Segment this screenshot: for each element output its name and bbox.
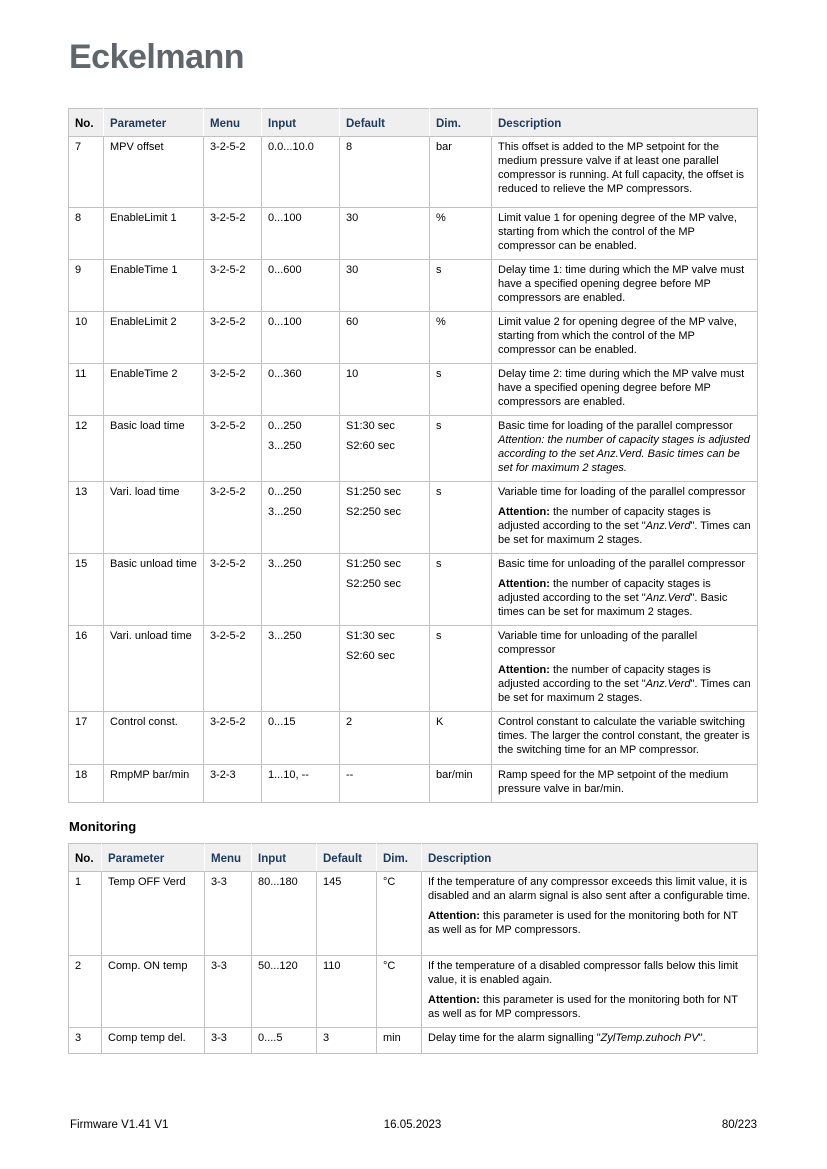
cell-input <box>262 312 340 364</box>
cell-description <box>492 137 758 208</box>
cell-input <box>262 208 340 260</box>
cell-menu: 3-3 <box>205 956 252 1028</box>
paragraph: 1...10, -- <box>268 768 309 781</box>
text-run: Attention: the number of capacity stages is adjusted according to the set Anz.Verd. Basic times can be set for maximum 2 stages. <box>498 433 750 474</box>
col-header-input: Input <box>252 844 317 872</box>
paragraph <box>428 910 751 938</box>
paragraph <box>498 558 751 572</box>
cell-description <box>492 764 758 802</box>
table-row <box>69 208 758 260</box>
cell-menu: 3-2-5-2 <box>204 208 262 260</box>
table-row <box>69 137 758 208</box>
text-run: this parameter is used for the monitoring both for NT as well as for MP compressors. <box>428 909 738 936</box>
cell-input <box>262 137 340 208</box>
text-run: Delay time 2: time during which the MP valve must have a specified opening degree before MP compressors are enabled. <box>498 368 745 408</box>
paragraph: 0...360 <box>268 368 302 380</box>
col-header-no: No. <box>69 109 104 137</box>
cell-parameter: Vari. unload time <box>104 625 204 711</box>
text-run: If the temperature of a disabled compressor falls below this limit value, it is enabled again. <box>428 960 738 986</box>
cell-input <box>252 872 317 956</box>
paragraph <box>498 420 751 434</box>
cell-no: 15 <box>69 553 104 625</box>
paragraph <box>498 716 751 758</box>
cell-default <box>340 416 430 482</box>
text-run: This offset is added to the MP setpoint for the medium pressure valve if at least one parallel compressor is running. At full capacity, the offset is reduced to relieve the MP compressors. <box>498 141 744 195</box>
footer-firmware-version: Firmware V1.41 V1 <box>70 1119 169 1131</box>
cell-default <box>340 711 430 764</box>
paragraph <box>498 506 751 548</box>
paragraph <box>498 141 751 197</box>
col-header-dim: Dim. <box>430 109 492 137</box>
text-run: Control constant to calculate the variable switching times. The larger the control constant, the greater is the switching time for an MP compressor. <box>498 715 750 756</box>
cell-parameter: Vari. load time <box>104 482 204 554</box>
paragraph: 3...250 <box>268 557 302 570</box>
paragraph: 0...100 <box>268 316 302 328</box>
cell-description <box>422 956 758 1028</box>
paragraph <box>498 264 751 306</box>
cell-parameter: RmpMP bar/min <box>104 764 204 802</box>
table-row <box>69 956 758 1028</box>
col-header-description: Description <box>492 109 758 137</box>
col-header-parameter: Parameter <box>102 844 205 872</box>
cell-menu: 3-2-5-2 <box>204 711 262 764</box>
table-row <box>69 872 758 956</box>
monitoring-heading: Monitoring <box>69 819 137 834</box>
paragraph: S1:250 sec <box>346 557 402 570</box>
cell-default <box>340 625 430 711</box>
cell-input <box>262 625 340 711</box>
cell-default <box>340 312 430 364</box>
paragraph <box>498 578 751 620</box>
cell-description <box>422 872 758 956</box>
cell-menu: 3-2-3 <box>204 764 262 802</box>
cell-menu: 3-2-5-2 <box>204 416 262 482</box>
cell-parameter: Comp. ON temp <box>102 956 205 1028</box>
footer-date: 16.05.2023 <box>383 1119 442 1131</box>
paragraph: 50...120 <box>258 960 298 972</box>
cell-no: 9 <box>69 260 104 312</box>
paragraph <box>498 769 751 797</box>
paragraph: 0.0...10.0 <box>268 141 314 153</box>
cell-input <box>262 764 340 802</box>
cell-default <box>340 208 430 260</box>
table-row <box>69 482 758 554</box>
cell-parameter: Basic unload time <box>104 553 204 625</box>
cell-input <box>262 553 340 625</box>
cell-dim: bar/min <box>430 764 492 802</box>
cell-dim: s <box>430 416 492 482</box>
cell-dim: s <box>430 553 492 625</box>
paragraph: S1:30 sec <box>346 420 395 432</box>
table-row <box>69 711 758 764</box>
cell-description <box>492 312 758 364</box>
text-run: Variable time for unloading of the parallel compressor <box>498 629 698 656</box>
paragraph: 8 <box>346 141 353 153</box>
cell-parameter: Basic load time <box>104 416 204 482</box>
cell-default <box>317 1027 377 1053</box>
paragraph: -- <box>346 768 354 781</box>
cell-dim: min <box>377 1027 422 1053</box>
text-run: ". Times can be set for maximum 2 stages. <box>498 519 751 546</box>
cell-no: 3 <box>69 1027 102 1053</box>
cell-description <box>492 711 758 764</box>
col-header-default: Default <box>340 109 430 137</box>
text-run: ". Times can be set for maximum 2 stages. <box>498 677 751 704</box>
table-header-row <box>69 109 758 137</box>
paragraph: S1:30 sec <box>346 629 395 642</box>
col-header-parameter: Parameter <box>104 109 204 137</box>
paragraph: 30 <box>346 264 359 276</box>
text-run: ZylTemp.zuhoch PV <box>600 1031 699 1044</box>
cell-menu: 3-2-5-2 <box>204 364 262 416</box>
cell-default <box>340 553 430 625</box>
table-row <box>69 364 758 416</box>
text-run: Limit value 2 for opening degree of the MP valve, starting from which the control of the MP compressor can be enabled. <box>498 316 737 356</box>
cell-default <box>340 137 430 208</box>
monitoring-table <box>68 843 758 1054</box>
paragraph: S2:250 sec <box>346 505 402 518</box>
text-run: Anz.Verd <box>645 591 691 604</box>
cell-no: 1 <box>69 872 102 956</box>
cell-parameter: Control const. <box>104 711 204 764</box>
cell-dim: bar <box>430 137 492 208</box>
footer-page-number: 80/223 <box>721 1119 757 1131</box>
paragraph: 0...600 <box>268 264 302 276</box>
cell-menu: 3-2-5-2 <box>204 482 262 554</box>
cell-description <box>492 482 758 554</box>
cell-menu: 3-3 <box>205 1027 252 1053</box>
cell-default <box>340 364 430 416</box>
cell-menu: 3-2-5-2 <box>204 553 262 625</box>
paragraph: 0...100 <box>268 212 302 224</box>
text-run: this parameter is used for the monitoring both for NT as well as for MP compressors. <box>428 993 738 1020</box>
text-run: Attention: <box>498 663 550 676</box>
cell-no: 2 <box>69 956 102 1028</box>
text-run: Variable time for loading of the parallel compressor <box>498 486 746 498</box>
cell-input <box>262 416 340 482</box>
col-header-menu: Menu <box>205 844 252 872</box>
cell-no: 13 <box>69 482 104 554</box>
paragraph <box>498 434 751 476</box>
paragraph: S2:60 sec <box>346 439 395 452</box>
cell-no: 16 <box>69 625 104 711</box>
cell-no: 7 <box>69 137 104 208</box>
text-run: Limit value 1 for opening degree of the MP valve, starting from which the control of the MP compressor can be enabled. <box>498 212 737 252</box>
cell-dim: s <box>430 364 492 416</box>
paragraph: 2 <box>346 715 353 728</box>
cell-parameter: Temp OFF Verd <box>102 872 205 956</box>
paragraph <box>498 664 751 706</box>
table-row <box>69 553 758 625</box>
paragraph <box>498 630 751 658</box>
col-header-default: Default <box>317 844 377 872</box>
cell-description <box>492 364 758 416</box>
table-row <box>69 764 758 802</box>
paragraph: 3...250 <box>268 629 302 642</box>
page-footer <box>68 1119 757 1135</box>
paragraph: 10 <box>346 368 359 380</box>
cell-description <box>492 416 758 482</box>
cell-input <box>262 482 340 554</box>
cell-no: 18 <box>69 764 104 802</box>
paragraph: 3 <box>323 1031 330 1044</box>
cell-parameter: EnableLimit 1 <box>104 208 204 260</box>
cell-no: 17 <box>69 711 104 764</box>
cell-dim: s <box>430 625 492 711</box>
parameters-table-container <box>68 108 758 803</box>
text-run: the number of capacity stages is adjusted according to the set " <box>498 505 711 532</box>
text-run: Delay time for the alarm signalling " <box>428 1031 601 1044</box>
text-run: the number of capacity stages is adjusted according to the set " <box>498 663 711 690</box>
table-row <box>69 625 758 711</box>
cell-input <box>262 711 340 764</box>
cell-default <box>340 260 430 312</box>
paragraph <box>428 994 751 1022</box>
text-run: ". Basic times can be set for maximum 2 stages. <box>498 591 728 618</box>
text-run: Basic time for loading of the parallel compressor <box>498 420 733 432</box>
paragraph: 0...250 <box>268 486 302 498</box>
paragraph <box>428 1032 751 1046</box>
company-logo: Eckelmann <box>69 38 245 76</box>
cell-parameter: MPV offset <box>104 137 204 208</box>
paragraph <box>498 316 751 358</box>
paragraph <box>498 368 751 410</box>
cell-dim: s <box>430 260 492 312</box>
cell-input <box>262 260 340 312</box>
cell-parameter: EnableLimit 2 <box>104 312 204 364</box>
cell-no: 11 <box>69 364 104 416</box>
cell-menu: 3-2-5-2 <box>204 312 262 364</box>
col-header-no: No. <box>69 844 102 872</box>
text-run: Attention: <box>428 993 480 1006</box>
paragraph: 0....5 <box>258 1031 283 1044</box>
table-row <box>69 260 758 312</box>
cell-input <box>252 1027 317 1053</box>
cell-dim: °C <box>377 872 422 956</box>
col-header-dim: Dim. <box>377 844 422 872</box>
cell-menu: 3-2-5-2 <box>204 137 262 208</box>
monitoring-table-container <box>68 843 758 1054</box>
cell-dim: % <box>430 312 492 364</box>
cell-dim: s <box>430 482 492 554</box>
paragraph: S1:250 sec <box>346 486 402 498</box>
col-header-menu: Menu <box>204 109 262 137</box>
cell-default <box>317 872 377 956</box>
text-run: Attention: <box>498 577 550 590</box>
parameters-table <box>68 108 758 803</box>
paragraph: 0...250 <box>268 420 302 432</box>
cell-dim: °C <box>377 956 422 1028</box>
cell-menu: 3-2-5-2 <box>204 260 262 312</box>
paragraph: 60 <box>346 316 359 328</box>
cell-description <box>492 553 758 625</box>
paragraph: 145 <box>323 876 342 888</box>
cell-parameter: EnableTime 1 <box>104 260 204 312</box>
cell-parameter: EnableTime 2 <box>104 364 204 416</box>
cell-input <box>252 956 317 1028</box>
paragraph: 80...180 <box>258 876 298 888</box>
text-run: Attention: <box>498 505 550 518</box>
cell-default <box>340 482 430 554</box>
table-row <box>69 1027 758 1053</box>
cell-menu: 3-3 <box>205 872 252 956</box>
cell-parameter: Comp temp del. <box>102 1027 205 1053</box>
paragraph: S2:250 sec <box>346 577 402 590</box>
text-run: Ramp speed for the MP setpoint of the medium pressure valve in bar/min. <box>498 768 729 795</box>
text-run: ". <box>698 1031 706 1044</box>
cell-description <box>492 625 758 711</box>
table-header-row <box>69 844 758 872</box>
paragraph: 3...250 <box>268 439 302 452</box>
cell-default <box>340 764 430 802</box>
paragraph: 30 <box>346 212 359 224</box>
col-header-input: Input <box>262 109 340 137</box>
text-run: Anz.Verd <box>645 677 691 690</box>
text-run: Anz.Verd <box>645 519 691 532</box>
cell-description <box>422 1027 758 1053</box>
cell-no: 8 <box>69 208 104 260</box>
text-run: If the temperature of any compressor exceeds this limit value, it is disabled and an alarm signal is also sent after a configurable time. <box>428 876 751 902</box>
paragraph <box>498 212 751 254</box>
paragraph: S2:60 sec <box>346 649 395 662</box>
cell-menu: 3-2-5-2 <box>204 625 262 711</box>
table-row <box>69 416 758 482</box>
cell-description <box>492 208 758 260</box>
text-run: Basic time for unloading of the parallel compressor <box>498 557 746 570</box>
col-header-description: Description <box>422 844 758 872</box>
cell-input <box>262 364 340 416</box>
paragraph <box>498 486 751 500</box>
cell-default <box>317 956 377 1028</box>
paragraph <box>428 876 751 904</box>
cell-dim: K <box>430 711 492 764</box>
paragraph: 3...250 <box>268 505 302 518</box>
text-run: the number of capacity stages is adjusted according to the set " <box>498 577 711 604</box>
cell-no: 10 <box>69 312 104 364</box>
text-run: Attention: <box>428 909 480 922</box>
cell-dim: % <box>430 208 492 260</box>
paragraph <box>428 960 751 988</box>
cell-description <box>492 260 758 312</box>
table-row <box>69 312 758 364</box>
text-run: Delay time 1: time during which the MP valve must have a specified opening degree before MP compressors are enabled. <box>498 264 745 304</box>
cell-no: 12 <box>69 416 104 482</box>
paragraph: 110 <box>323 960 341 972</box>
paragraph: 0...15 <box>268 715 296 728</box>
